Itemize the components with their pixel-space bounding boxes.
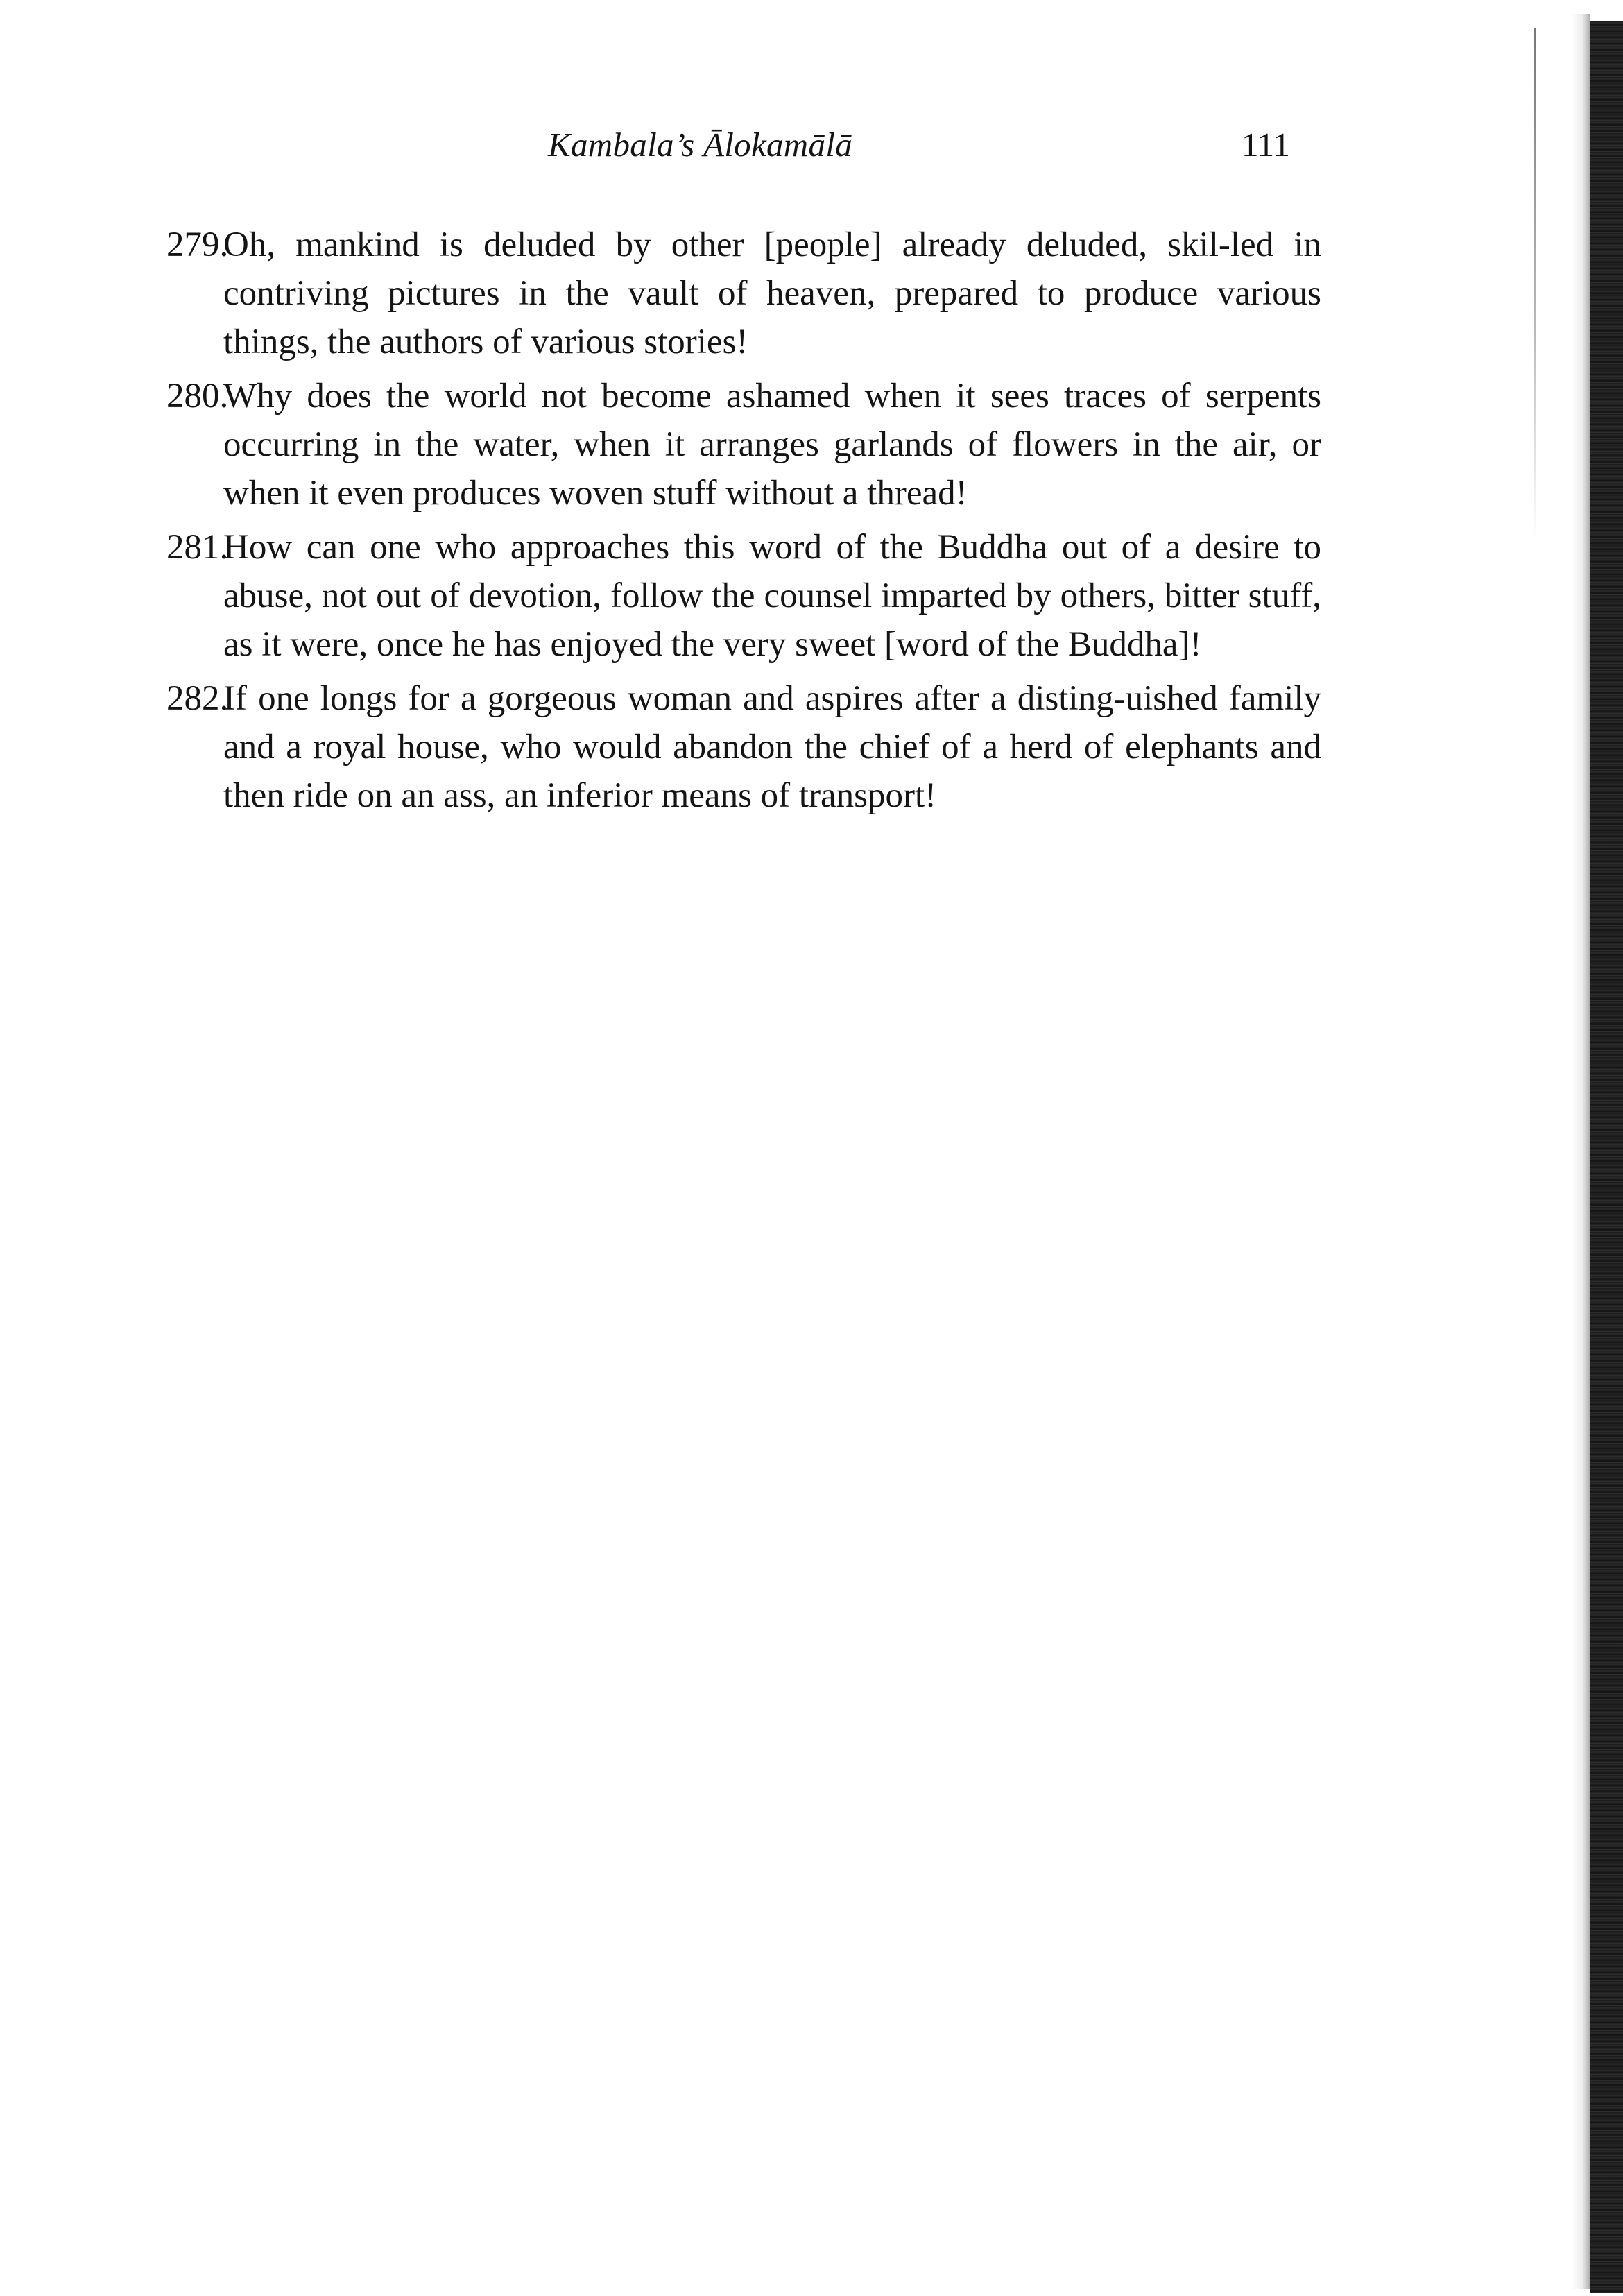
verse-number: 282. [166, 679, 229, 718]
verse-282 [166, 674, 1321, 820]
verse-text: Why does the world not become ashamed when it sees traces of serpents occurring in the water, when it arranges garlands of flowers in the air, or when it even produces woven stuff without a thread! [223, 377, 1321, 513]
scan-edge-line [1534, 28, 1536, 541]
verse-list [166, 221, 1321, 825]
verse-text: Oh, mankind is deluded by other [people] already deluded, skil-led in contriving pictures in the vault of heaven, prepared to produce various things, the authors of various stories! [223, 225, 1321, 361]
verse-text: If one longs for a gorgeous woman and aspires after a disting-uished family and a royal house, who would abandon the chief of a herd of elephants and then ride on an ass, an inferior means of transport! [223, 679, 1321, 815]
verse-281 [166, 523, 1321, 669]
verse-280 [166, 372, 1321, 517]
running-title: Kambala’s Ālokamālā [548, 126, 852, 164]
page-number: 111 [1242, 126, 1290, 164]
verse-number: 279. [166, 225, 229, 264]
scan-edge-shadow [1590, 21, 1623, 2293]
verse-text: How can one who approaches this word of the Buddha out of a desire to abuse, not out of devotion, follow the counsel imparted by others, bitter stuff, as it were, once he has enjoyed the very sweet [word of the Buddha]! [223, 528, 1321, 664]
verse-number: 280. [166, 377, 229, 415]
verse-279 [166, 221, 1321, 366]
verse-number: 281. [166, 528, 229, 567]
scan-edge-gradient [1572, 14, 1590, 2289]
